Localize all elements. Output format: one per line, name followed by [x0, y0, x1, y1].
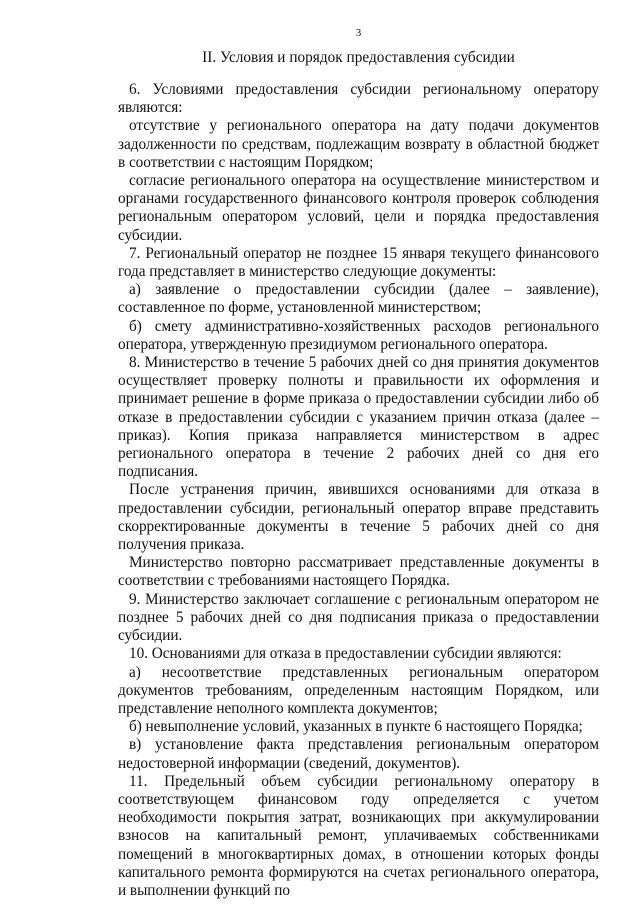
page-number: 3 — [355, 27, 362, 39]
paragraph-10-item-c: в) установление факта представления региональным оператором недостоверной информации (сведений, документов). — [118, 736, 599, 772]
paragraph-6-condition-2: согласие регионального оператора на осуществление министерством и органами государственного финансового контроля проверок соблюдения региональным оператором условий, цели и порядка предоставления субсидии. — [118, 172, 599, 244]
paragraph-9: 9. Министерство заключает соглашение с региональным оператором не позднее 5 рабочих дней со дня подписания приказа о предоставлении субсидии. — [118, 590, 599, 645]
paragraph-6-intro: 6. Условиями предоставления субсидии региональному оператору являются: — [118, 81, 599, 117]
paragraph-7-intro: 7. Региональный оператор не позднее 15 января текущего финансового года представляет в министерство следующие документы: — [118, 244, 599, 281]
section-title: II. Условия и порядок предоставления субсидии — [202, 49, 515, 66]
paragraph-11: 11. Предельный объем субсидии региональному оператору в соответствующем финансовом году определяется с учетом необходимости покрытия затрат, возникающих при аккумулировании взносов на капитальный ремонт, уплачиваемых собственниками помещений в многоквартирных домах, в отношении которых фонды капитального ремонта формируются на счетах регионального оператора, и выполнении функций по — [118, 772, 599, 899]
paragraph-7-item-a: а) заявление о предоставлении субсидии (далее – заявление), составленное по форме, установленной министерством; — [118, 281, 599, 317]
paragraph-10-item-b: б) невыполнение условий, указанных в пункте 6 настоящего Порядка; — [129, 718, 583, 736]
paragraph-7-item-b: б) смету административно-хозяйственных расходов регионального оператора, утвержденную президиумом регионального оператора. — [118, 317, 599, 353]
paragraph-8: 8. Министерство в течение 5 рабочих дней со дня принятия документов осуществляет проверку полноты и правильности их оформления и принимает решение в форме приказа о предоставлении субсидии либо об отказе в предоставлении субсидии с указанием причин отказа (далее – приказ). Копия приказа направляется министерством в адрес регионального оператора в течение 2 рабочих дней со дня его подписания. — [118, 354, 599, 481]
paragraph-6-condition-1: отсутствие у регионального оператора на дату подачи документов задолженности по средствам, подлежащим возврату в областной бюджет в соответствии с настоящим Порядком; — [118, 117, 599, 171]
document-page — [118, 26, 599, 900]
paragraph-8-resubmission: После устранения причин, явившихся основаниями для отказа в предоставлении субсидии, региональный оператор вправе представить скорректированные документы в течение 5 рабочих дней со дня получения приказа. — [118, 481, 599, 554]
paragraph-10-intro: 10. Основаниями для отказа в предоставлении субсидии являются: — [129, 645, 562, 663]
paragraph-10-item-a: а) несоответствие представленных региональным оператором документов требованиям, определенным настоящим Порядком, или представление неполного комплекта документов; — [118, 663, 599, 717]
paragraph-8-review: Министерство повторно рассматривает представленные документы в соответствии с требованиями настоящего Порядка. — [118, 554, 599, 590]
